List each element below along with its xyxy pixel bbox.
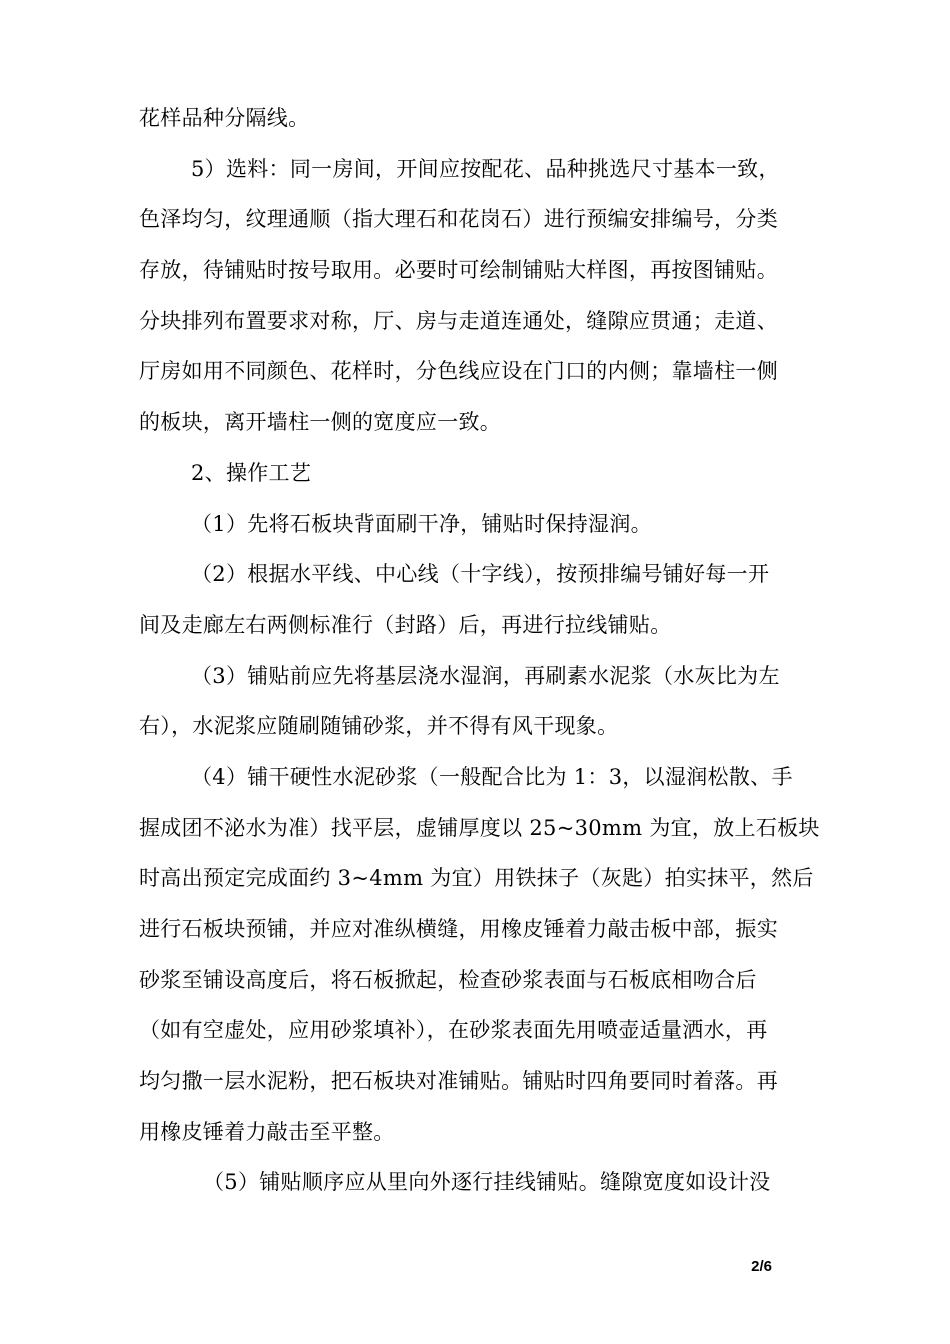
text-line: 均匀撒一层水泥粉，把石板块对准铺贴。铺贴时四角要同时着落。再: [139, 1069, 778, 1094]
text-line: 的板块，离开墙柱一侧的宽度应一致。: [139, 410, 502, 435]
text-line: 厅房如用不同颜色、花样时，分色线应设在门口的内侧；靠墙柱一侧: [139, 359, 778, 384]
text-line: （2）根据水平线、中心线（十字线），按预排编号铺好每一开: [191, 562, 770, 587]
text-line: （1）先将石板块背面刷干净，铺贴时保持湿润。: [191, 511, 652, 536]
text-line: 间及走廊左右两侧标准行（封路）后，再进行拉线铺贴。: [139, 612, 672, 637]
text-line: 握成团不泌水为准）找平层，虚铺厚度以 25~30mm 为宜，放上石板块: [139, 815, 820, 840]
body-text: [139, 93, 819, 1208]
text-line: （如有空虚处，应用砂浆填补），在砂浆表面先用喷壶适量洒水，再: [139, 1018, 768, 1043]
text-line: 进行石板块预铺，并应对准纵横缝，用橡皮锤着力敲击板中部，振实: [139, 917, 778, 941]
text-line: 存放，待铺贴时按号取用。必要时可绘制铺贴大样图，再按图铺贴。: [139, 258, 778, 283]
text-line: 5）选料：同一房间，开间应按配花、品种挑选尺寸基本一致，: [191, 156, 780, 181]
page-number: 2/6: [751, 1258, 772, 1275]
section-heading: 2、操作工艺: [191, 460, 312, 485]
text-line: 分块排列布置要求对称，厅、房与走道连通处，缝隙应贯通；走道、: [139, 308, 778, 333]
text-line: （5）铺贴顺序应从里向外逐行挂线铺贴。缝隙宽度如设计没: [203, 1170, 771, 1195]
text-line: 右），水泥浆应随刷随铺砂浆，并不得有风干现象。: [139, 714, 619, 739]
text-line: 时高出预定完成面约 3~4mm 为宜）用铁抹子（灰匙）拍实抹平，然后: [139, 866, 814, 891]
text-line: 花样品种分隔线。: [139, 106, 310, 130]
text-line: 砂浆至铺设高度后，将石板掀起，检查砂浆表面与石板底相吻合后: [139, 967, 757, 992]
text-line: 用橡皮锤着力敲击至平整。: [139, 1119, 395, 1144]
text-line: 色泽均匀，纹理通顺（指大理石和花岗石）进行预编安排编号，分类: [139, 207, 778, 232]
text-line: （3）铺贴前应先将基层浇水湿润，再刷素水泥浆（水灰比为左: [191, 663, 780, 688]
text-line: （4）铺干硬性水泥砂浆（一般配合比为 1：3，以湿润松散、手: [191, 764, 793, 789]
